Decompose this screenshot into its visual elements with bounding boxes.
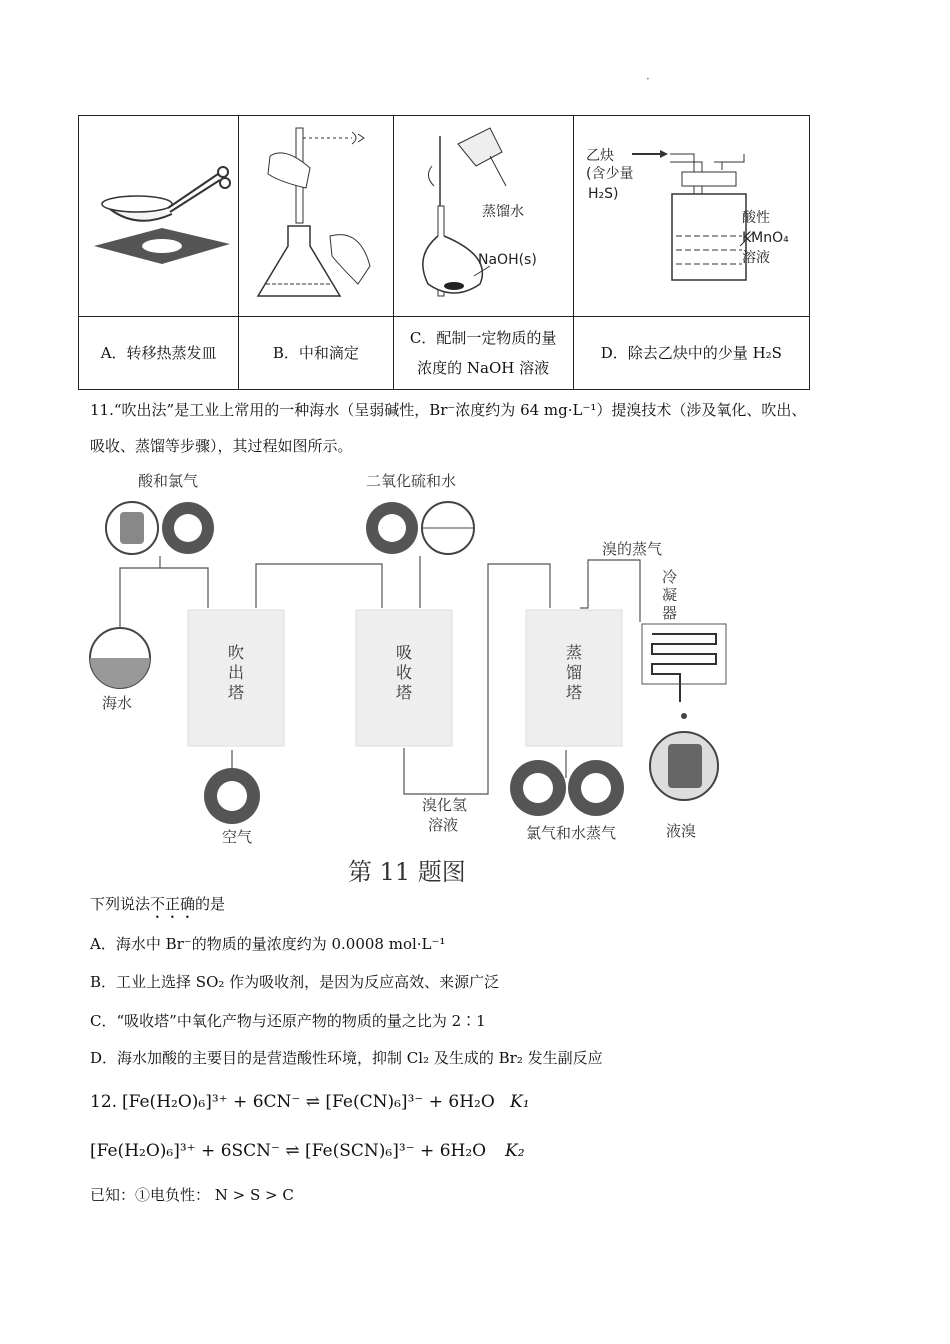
figure-caption: 第 11 题图 <box>348 858 466 886</box>
naoh-label: NaOH(s) <box>478 252 537 268</box>
tower1-char1: 吹 <box>228 643 245 662</box>
q12-k1: K₁ <box>510 1092 530 1112</box>
gas-label-1: 乙炔 <box>586 148 615 164</box>
q11-stem-pre: 下列说法 <box>90 895 151 913</box>
condenser-label-1: 冷 <box>662 568 678 586</box>
q12-equation-1: [Fe(H₂O)₆]³⁺ + 6CN⁻ ⇌ [Fe(CN)₆]³⁻ + 6H₂O <box>122 1092 495 1112</box>
tower1-char3: 塔 <box>228 683 245 702</box>
gas-label-2: (含少量 <box>586 166 634 182</box>
liquid-bromine-label: 液溴 <box>666 822 697 840</box>
apparatus-b-cell <box>239 116 393 317</box>
tower3-char3: 塔 <box>566 683 583 702</box>
apparatus-c-cell <box>393 116 573 317</box>
caption-b: B．中和滴定 <box>239 317 393 390</box>
caption-c-line2: 浓度的 NaOH 溶液 <box>417 359 550 377</box>
bromine-vapor-label: 溴的蒸气 <box>602 540 663 558</box>
caption-a: A．转移热蒸发皿 <box>79 317 239 390</box>
tower2-char3: 塔 <box>396 683 413 702</box>
bromine-process-diagram <box>80 462 760 892</box>
solution-label-1: 酸性 <box>742 210 771 226</box>
tower3-char1: 蒸 <box>566 643 583 662</box>
caption-c <box>393 317 573 390</box>
q12-number: 12. <box>90 1092 118 1112</box>
tower2-char2: 收 <box>396 663 413 682</box>
q11-option-a: A．海水中 Br⁻的物质的量浓度约为 0.0008 mol·L⁻¹ <box>90 935 446 953</box>
solution-label-2: KMnO₄ <box>742 230 790 246</box>
so2-water-label: 二氧化硫和水 <box>366 472 457 490</box>
gas-washing-bottle-figure <box>574 116 808 312</box>
apparatus-d-cell <box>573 116 809 317</box>
page-dot: · <box>646 72 650 86</box>
volumetric-flask-figure <box>394 116 572 312</box>
hbr-label-2: 溶液 <box>428 816 459 834</box>
q12-equation-2: [Fe(H₂O)₆]³⁺ + 6SCN⁻ ⇌ [Fe(SCN)₆]³⁻ + 6H₂O <box>90 1141 487 1161</box>
q11-stem-post: 的是 <box>195 895 226 913</box>
q11-option-c: C．“吸收塔”中氧化产物与还原产物的物质的量之比为 2∶1 <box>90 1012 486 1030</box>
q11-stem <box>90 892 225 922</box>
chlorine-steam-label: 氯气和水蒸气 <box>526 824 617 842</box>
q11-option-d: D．海水加酸的主要目的是营造酸性环境，抑制 Cl₂ 及生成的 Br₂ 发生副反应 <box>90 1049 603 1067</box>
hbr-label-1: 溴化氢 <box>422 796 468 814</box>
evaporating-dish-figure <box>80 116 238 312</box>
distilled-water-label: 蒸馏水 <box>482 204 525 220</box>
q12-k2: K₂ <box>505 1141 525 1161</box>
q11-line1: 11.“吹出法”是工业上常用的一种海水（呈弱碱性，Br⁻浓度约为 64 mg·L⁻¹）提溴技术（涉及氧化、吹出、 <box>90 401 807 419</box>
solution-label-3: 溶液 <box>742 250 771 266</box>
tower1-char2: 出 <box>228 663 245 682</box>
tower2-char1: 吸 <box>396 643 413 662</box>
gas-label-3: H₂S) <box>588 186 619 202</box>
acid-chlorine-label: 酸和氯气 <box>138 472 199 490</box>
q11-line2: 吸收、蒸馏等步骤），其过程如图所示。 <box>90 437 353 455</box>
apparatus-table <box>78 115 810 390</box>
q11-stem-emphasis: 不正确 <box>150 895 196 913</box>
tower3-char2: 馏 <box>566 663 583 682</box>
air-label: 空气 <box>222 828 253 846</box>
caption-d: D．除去乙炔中的少量 H₂S <box>573 317 809 390</box>
q11-option-b: B．工业上选择 SO₂ 作为吸收剂，是因为反应高效、来源广泛 <box>90 973 500 991</box>
condenser-label-3: 器 <box>662 604 678 622</box>
q12-known: 已知：①电负性： N > S > C <box>90 1186 294 1204</box>
caption-c-line1: C．配制一定物质的量 <box>409 329 557 347</box>
condenser-label-2: 凝 <box>662 586 678 604</box>
apparatus-a-cell <box>79 116 239 317</box>
titration-figure <box>240 116 392 312</box>
seawater-label: 海水 <box>102 694 133 712</box>
